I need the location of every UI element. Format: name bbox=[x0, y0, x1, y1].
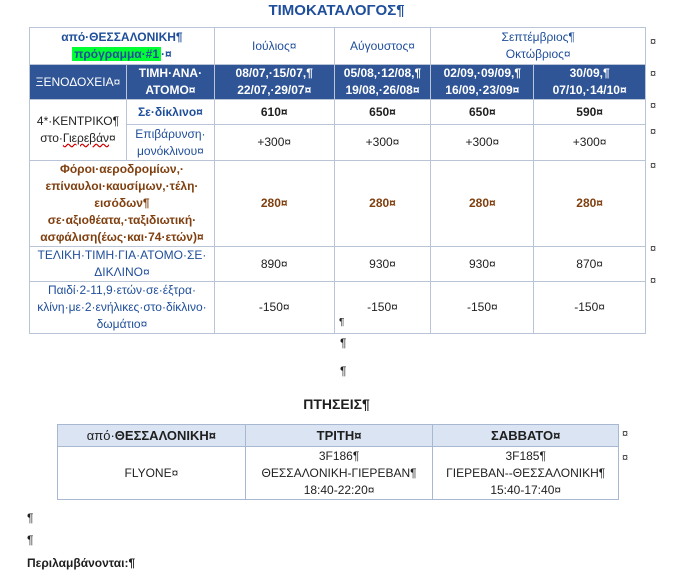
hotel-line1: 4*·ΚΕΝΤΡΙΚΟ¶ bbox=[36, 114, 120, 128]
return-flight: 3F185¶ ΓΙΕΡΕΒΑΝ--ΘΕΣΣΑΛΟΝΙΚΗ¶ 15:40-17:40¤ bbox=[433, 447, 619, 500]
airline-name: FLYONE¤ bbox=[58, 447, 246, 500]
hotel-line2-mark: ¤ bbox=[109, 131, 116, 145]
flights-origin-prefix: από· bbox=[86, 428, 115, 443]
row-end-mark: ¤ bbox=[622, 452, 629, 464]
row-end-mark: ¤ bbox=[650, 275, 657, 287]
row-end-mark: ¤ bbox=[650, 68, 657, 80]
child-price-sept-oct: -150¤ bbox=[534, 282, 646, 334]
single-price-sept-oct: +300¤ bbox=[534, 125, 646, 161]
single-supplement-label: Επιβάρυνση· μονόκλινου¤ bbox=[126, 125, 214, 161]
child-price-august: -150¤ bbox=[334, 282, 431, 334]
single-price-july: +300¤ bbox=[214, 125, 334, 161]
pilcrow: ¶ bbox=[27, 533, 34, 547]
program-label: πρόγραμμα·#1 bbox=[74, 47, 160, 61]
hotel-city: Γιερεβάν bbox=[62, 131, 110, 145]
double-price-july: 610¤ bbox=[214, 100, 334, 125]
taxes-price-july: 280¤ bbox=[214, 161, 334, 247]
pilcrow: ¶ bbox=[340, 364, 347, 378]
total-label: ΤΕΛΙΚΗ·ΤΙΜΗ·ΓΙΑ·ΑΤΟΜΟ·ΣΕ· ΔΙΚΛΙΝΟ¤ bbox=[30, 247, 215, 282]
page-title: ΤΙΜΟΚΑΤΑΛΟΓΟΣ¶ bbox=[268, 2, 405, 19]
origin-cell bbox=[30, 28, 215, 65]
month-header-july: Ιούλιος¤ bbox=[214, 28, 334, 65]
child-price-september: -150¤ bbox=[431, 282, 534, 334]
child-label: Παιδί·2-11,9·ετών·σε·έξτρα· κλίνη·με·2·ενήλικες·στο·δίκλινο· δωμάτιο¤ bbox=[30, 282, 215, 334]
dates-september: 02/09,·09/09,¶ 16/09,·23/09¤ bbox=[431, 65, 534, 100]
price-per-person-header: ΤΙΜΗ·ΑΝΑ· ΑΤΟΜΟ¤ bbox=[126, 65, 214, 100]
row-end-mark: ¤ bbox=[650, 160, 657, 172]
taxes-price-august: 280¤ bbox=[334, 161, 431, 247]
taxes-price-sept-oct: 280¤ bbox=[534, 161, 646, 247]
price-table bbox=[29, 27, 646, 334]
single-price-august: +300¤ bbox=[334, 125, 431, 161]
taxes-row bbox=[30, 161, 646, 247]
dates-july: 08/07,·15/07,¶ 22/07,·29/07¤ bbox=[214, 65, 334, 100]
dates-sept-oct: 30/09,¶ 07/10,·14/10¤ bbox=[534, 65, 646, 100]
row-end-mark: ¤ bbox=[650, 36, 657, 48]
hotel-cell bbox=[30, 100, 127, 161]
price-table-band-row bbox=[30, 65, 646, 100]
child-price-july: -150¤ bbox=[214, 282, 334, 334]
hotels-header: ΞΕΝΟΔΟΧΕΙΑ¤ bbox=[30, 65, 127, 100]
total-price-july: 890¤ bbox=[214, 247, 334, 282]
double-price-august: 650¤ bbox=[334, 100, 431, 125]
hotel-line2-prefix: στο· bbox=[40, 131, 63, 145]
child-row bbox=[30, 282, 646, 334]
row-end-mark: ¤ bbox=[650, 100, 657, 112]
flights-origin-city: ΘΕΣΣΑΛΟΝΙΚΗ¤ bbox=[114, 428, 217, 443]
total-price-august: 930¤ bbox=[334, 247, 431, 282]
taxes-label: Φόροι·αεροδρομίων,· επίναυλοι·καυσίμων,·τέλη· εισόδων¶ σε·αξιοθέατα,·ταξιδιωτική· ασφάλιση(έως·και·74·ετών)¤ bbox=[30, 161, 215, 247]
pilcrow: ¶ bbox=[340, 336, 347, 350]
single-price-september: +300¤ bbox=[431, 125, 534, 161]
pilcrow: ¶ bbox=[27, 511, 34, 525]
flights-title: ΠΤΗΣΕΙΣ¶ bbox=[303, 396, 370, 412]
flights-day-tuesday: ΤΡΙΤΗ¤ bbox=[245, 425, 433, 447]
flights-day-saturday: ΣΑΒΒΑΤΟ¤ bbox=[433, 425, 619, 447]
includes-heading: Περιλαμβάνονται:¶ bbox=[27, 556, 136, 570]
double-price-september: 650¤ bbox=[431, 100, 534, 125]
row-end-mark: ¤ bbox=[650, 126, 657, 138]
program-mark: ·¤ bbox=[161, 47, 172, 61]
row-end-mark: ¤ bbox=[622, 428, 629, 440]
flights-origin-cell bbox=[58, 425, 246, 447]
flights-row bbox=[58, 447, 619, 500]
row-end-mark: ¤ bbox=[650, 243, 657, 255]
taxes-price-september: 280¤ bbox=[431, 161, 534, 247]
double-price-sept-oct: 590¤ bbox=[534, 100, 646, 125]
total-row bbox=[30, 247, 646, 282]
outbound-flight: 3F186¶ ΘΕΣΣΑΛΟΝΙΚΗ-ΓΙΕΡΕΒΑΝ¶ 18:40-22:20¤ bbox=[245, 447, 433, 500]
month-header-sept-oct: Σεπτέμβριος¶ Οκτώβριος¤ bbox=[431, 28, 646, 65]
double-room-row bbox=[30, 100, 646, 125]
flights-table bbox=[57, 424, 619, 500]
pilcrow: ¶ bbox=[339, 317, 345, 328]
origin-label: από·ΘΕΣΣΑΛΟΝΙΚΗ¶ bbox=[61, 30, 183, 44]
double-room-label: Σε·δίκλινο¤ bbox=[126, 100, 214, 125]
price-table-header-row bbox=[30, 28, 646, 65]
dates-august: 05/08,·12/08,¶ 19/08,·26/08¤ bbox=[334, 65, 431, 100]
total-price-september: 930¤ bbox=[431, 247, 534, 282]
month-header-august: Αύγουστος¤ bbox=[334, 28, 431, 65]
flights-header-row bbox=[58, 425, 619, 447]
total-price-sept-oct: 870¤ bbox=[534, 247, 646, 282]
